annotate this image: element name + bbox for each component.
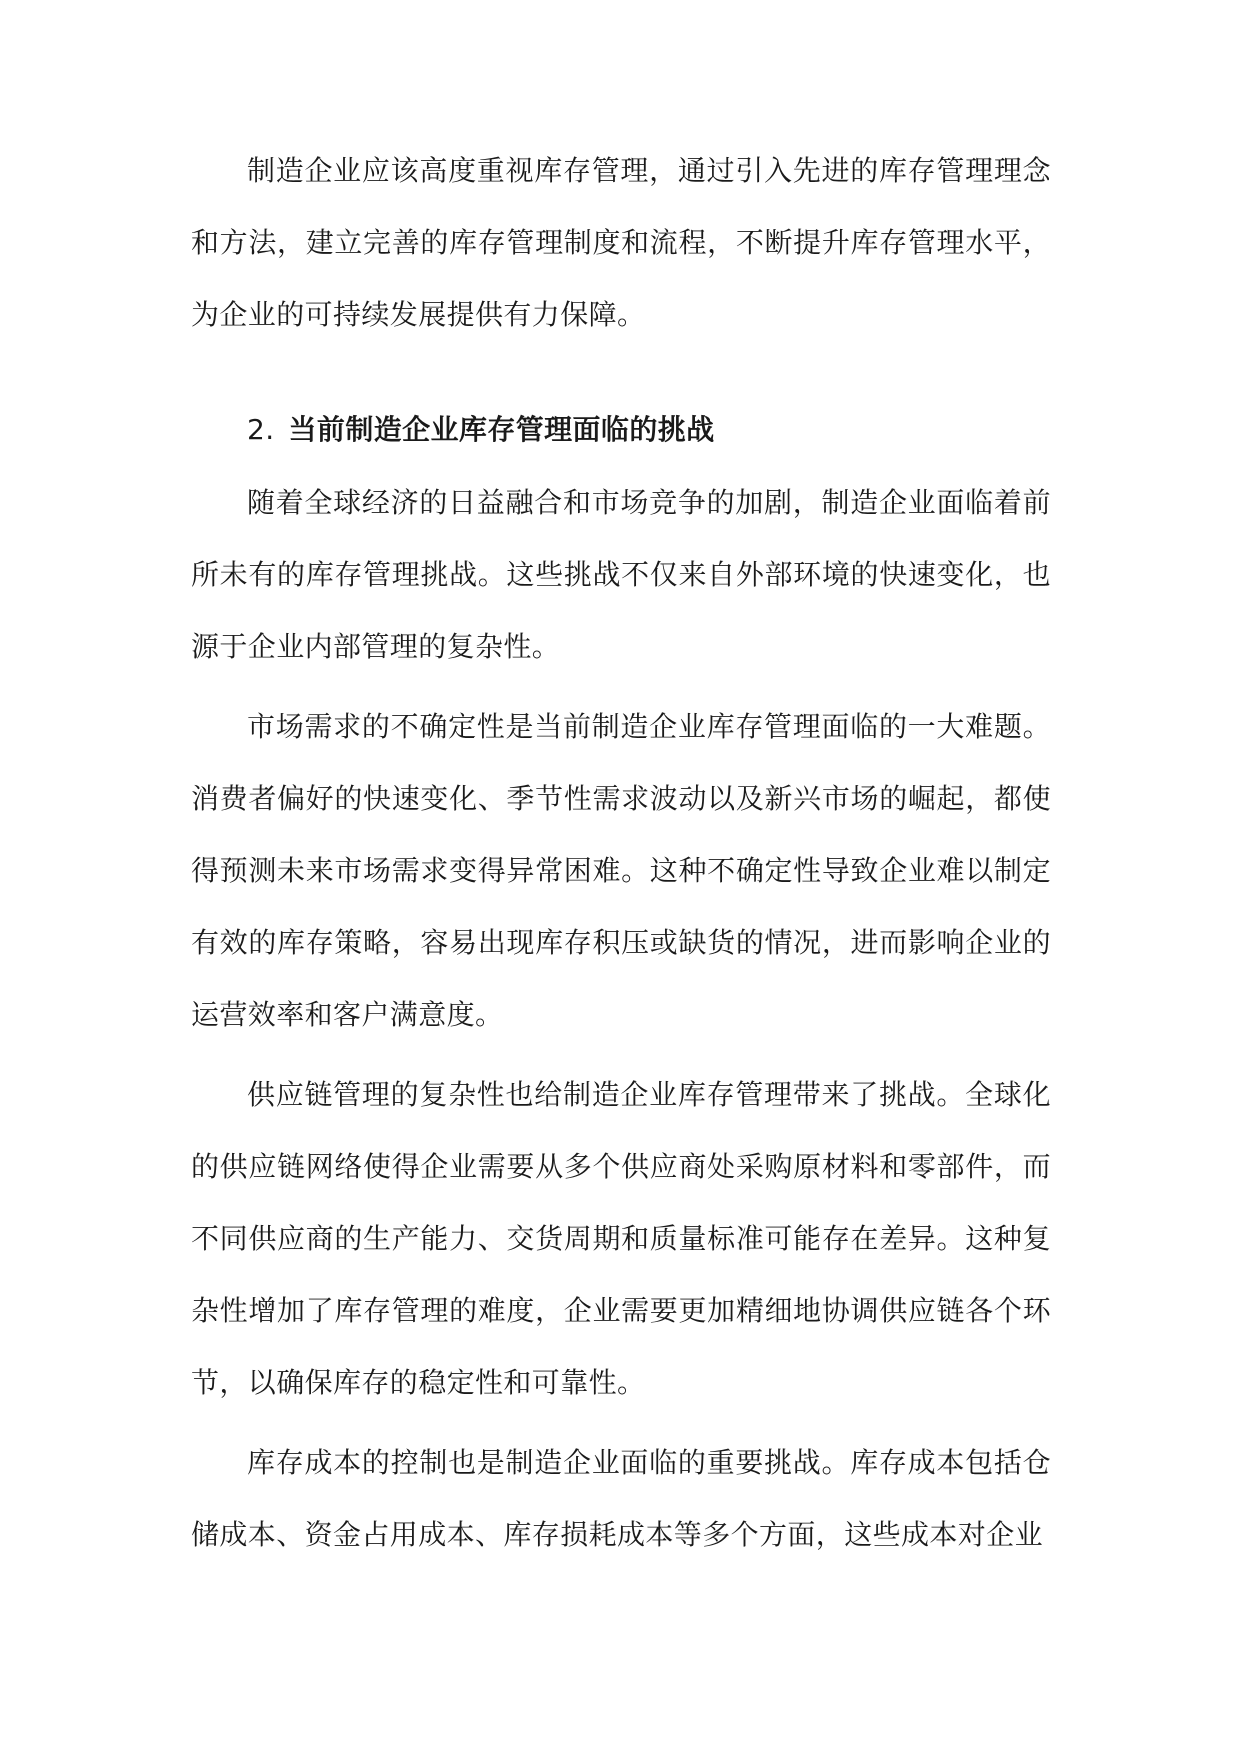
section-number: 2.: [247, 413, 275, 446]
paragraph-inventory-cost-control: 库存成本的控制也是制造企业面临的重要挑战。库存成本包括仓储成本、资金占用成本、库存损耗成本等多个方面，这些成本对企业: [191, 1446, 1051, 1551]
section-title: 当前制造企业库存管理面临的挑战: [288, 413, 715, 446]
paragraph-demand-uncertainty: 市场需求的不确定性是当前制造企业库存管理面临的一大难题。消费者偏好的快速变化、季节性需求波动以及新兴市场的崛起，都使得预测未来市场需求变得异常困难。这种不确定性导致企业难以制定有效的库存策略，容易出现库存积压或缺货的情况，进而影响企业的运营效率和客户满意度。: [191, 710, 1051, 1031]
paragraph-challenges-overview: 随着全球经济的日益融合和市场竞争的加剧，制造企业面临着前所未有的库存管理挑战。这些挑战不仅来自外部环境的快速变化，也源于企业内部管理的复杂性。: [191, 486, 1051, 663]
paragraph-supply-chain-complexity: 供应链管理的复杂性也给制造企业库存管理带来了挑战。全球化的供应链网络使得企业需要从多个供应商处采购原材料和零部件，而不同供应商的生产能力、交货周期和质量标准可能存在差异。这种复杂性增加了库存管理的难度，企业需要更加精细地协调供应链各个环节，以确保库存的稳定性和可靠性。: [191, 1078, 1051, 1399]
paragraph-intro-conclusion: 制造企业应该高度重视库存管理，通过引入先进的库存管理理念和方法，建立完善的库存管理制度和流程，不断提升库存管理水平，为企业的可持续发展提供有力保障。: [191, 154, 1051, 331]
section-heading: [247, 402, 715, 458]
